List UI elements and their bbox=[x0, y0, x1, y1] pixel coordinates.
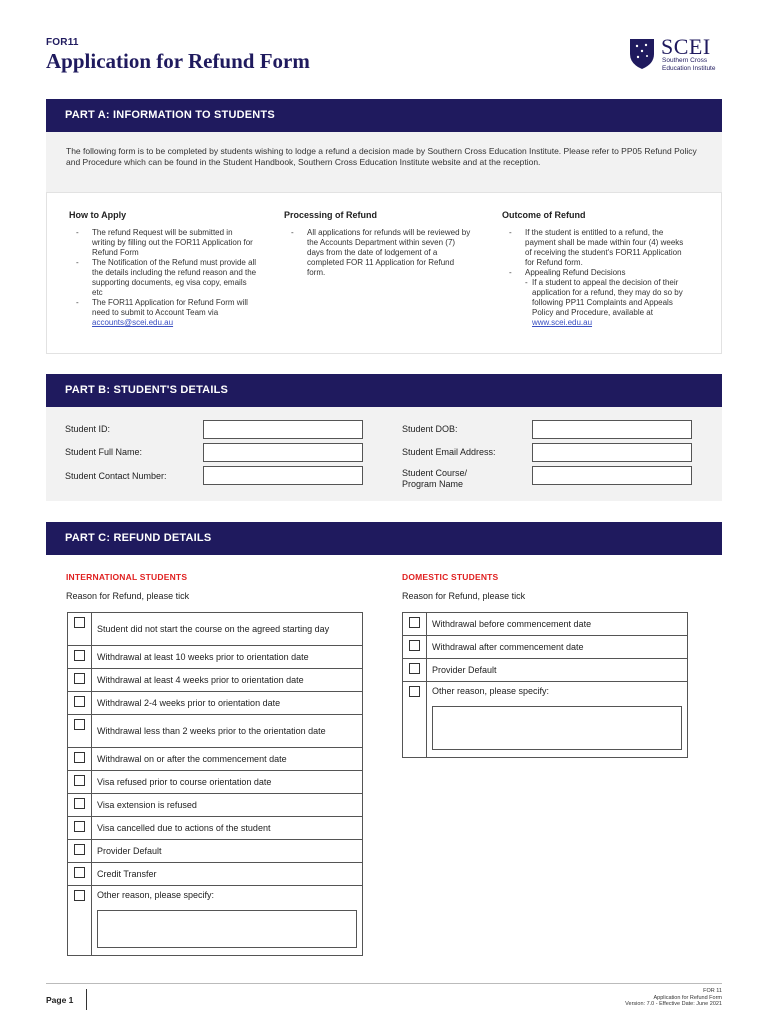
table-row bbox=[68, 863, 363, 886]
table-row bbox=[403, 636, 688, 659]
other-reason-field[interactable] bbox=[432, 706, 682, 750]
checkbox[interactable] bbox=[74, 696, 85, 707]
table-row bbox=[68, 886, 363, 956]
option-label: Withdrawal 2-4 weeks prior to orientation date bbox=[92, 692, 363, 715]
outcome-column bbox=[502, 210, 702, 328]
part-a-header: PART A: INFORMATION TO STUDENTS bbox=[46, 99, 722, 132]
list-sub-item bbox=[502, 278, 702, 328]
option-label: Withdrawal less than 2 weeks prior to the orientation date bbox=[92, 715, 363, 748]
option-label: Withdrawal before commencement date bbox=[427, 613, 688, 636]
table-row bbox=[68, 715, 363, 748]
shield-icon bbox=[628, 36, 656, 70]
international-heading: INTERNATIONAL STUDENTS bbox=[66, 572, 188, 582]
list-item-text: If a student to appeal the decision of their application for a refund, they may do so by following PP11 Complaints and Appeals Policy and Procedure, available at bbox=[532, 278, 683, 317]
option-label: Visa extension is refused bbox=[92, 794, 363, 817]
option-label: Credit Transfer bbox=[92, 863, 363, 886]
checkbox[interactable] bbox=[74, 775, 85, 786]
part-a-intro: The following form is to be completed by students wishing to lodge a refund a decision made by Southern Cross Education Institute. Please refer to PP05 Refund Policy and Procedure which can be found in the Student Handbook, Southern Cross Education Institute website and at the reception. bbox=[66, 146, 697, 167]
checkbox[interactable] bbox=[74, 821, 85, 832]
scei-logo bbox=[628, 34, 728, 72]
student-id-field[interactable] bbox=[203, 420, 363, 439]
option-label: Visa refused prior to course orientation date bbox=[92, 771, 363, 794]
table-row bbox=[403, 613, 688, 636]
checkbox[interactable] bbox=[74, 719, 85, 730]
footer-version: Version: 7.0 - Effective Date: June 2021 bbox=[625, 1001, 722, 1007]
option-label: Student did not start the course on the agreed starting day bbox=[92, 613, 363, 646]
option-label: Withdrawal at least 4 weeks prior to orientation date bbox=[92, 669, 363, 692]
option-label: Withdrawal at least 10 weeks prior to orientation date bbox=[92, 646, 363, 669]
table-row bbox=[68, 646, 363, 669]
course-label-line2: Program Name bbox=[402, 479, 464, 489]
table-row bbox=[68, 771, 363, 794]
part-b-header: PART B: STUDENT'S DETAILS bbox=[46, 374, 722, 407]
list-item: - Appealing Refund Decisions bbox=[502, 268, 702, 278]
footer-form-name: Application for Refund Form bbox=[653, 994, 722, 1001]
full-name-label: Student Full Name: bbox=[65, 447, 143, 457]
checkbox[interactable] bbox=[409, 640, 420, 651]
option-label: Provider Default bbox=[427, 659, 688, 682]
list-item-text: The FOR11 Application for Refund Form will need to submit to Account Team via bbox=[92, 298, 248, 317]
outcome-heading: Outcome of Refund bbox=[502, 210, 586, 220]
page-title: Application for Refund Form bbox=[46, 49, 310, 73]
checkbox[interactable] bbox=[409, 617, 420, 628]
website-link[interactable]: www.scei.edu.au bbox=[532, 318, 593, 327]
international-options-table bbox=[67, 612, 363, 956]
list-item bbox=[69, 298, 269, 328]
domestic-reason-prompt: Reason for Refund, please tick bbox=[402, 591, 526, 601]
domestic-options-table bbox=[402, 612, 688, 758]
list-item: - If the student is entitled to a refund, the payment shall be made within four (4) weeks of receiving the student's FOR11 Application for Refund form. bbox=[502, 228, 702, 268]
how-to-apply-column bbox=[69, 210, 269, 328]
logo-subtitle-line2: Education Institute bbox=[662, 64, 716, 72]
page-number: Page 1 bbox=[46, 995, 74, 1005]
contact-field[interactable] bbox=[203, 466, 363, 485]
other-option bbox=[427, 682, 688, 758]
part-c-header: PART C: REFUND DETAILS bbox=[46, 522, 722, 555]
course-label bbox=[402, 468, 467, 490]
student-id-label: Student ID: bbox=[65, 424, 111, 434]
list-item: - The refund Request will be submitted in writing by filling out the FOR11 Application for Refund Form bbox=[69, 228, 269, 258]
other-reason-field[interactable] bbox=[97, 910, 357, 948]
email-field[interactable] bbox=[532, 443, 692, 462]
table-row bbox=[403, 659, 688, 682]
full-name-field[interactable] bbox=[203, 443, 363, 462]
option-label: Visa cancelled due to actions of the student bbox=[92, 817, 363, 840]
other-label: Other reason, please specify: bbox=[432, 686, 550, 696]
document-code: FOR11 bbox=[46, 37, 79, 48]
option-label: Provider Default bbox=[92, 840, 363, 863]
table-row bbox=[403, 682, 688, 758]
table-row bbox=[68, 817, 363, 840]
table-row bbox=[68, 840, 363, 863]
footer-meta bbox=[625, 988, 722, 1008]
option-label: Withdrawal after commencement date bbox=[427, 636, 688, 659]
dob-field[interactable] bbox=[532, 420, 692, 439]
checkbox[interactable] bbox=[74, 798, 85, 809]
processing-heading: Processing of Refund bbox=[284, 210, 378, 220]
how-to-apply-heading: How to Apply bbox=[69, 210, 127, 220]
other-option bbox=[92, 886, 363, 956]
checkbox[interactable] bbox=[74, 673, 85, 684]
checkbox[interactable] bbox=[74, 752, 85, 763]
checkbox[interactable] bbox=[409, 686, 420, 697]
dob-label: Student DOB: bbox=[402, 424, 458, 434]
table-row bbox=[68, 748, 363, 771]
table-row bbox=[68, 669, 363, 692]
checkbox[interactable] bbox=[74, 867, 85, 878]
other-label: Other reason, please specify: bbox=[97, 890, 215, 900]
processing-column bbox=[284, 210, 484, 278]
table-row bbox=[68, 692, 363, 715]
list-item: - The Notification of the Refund must provide all the details including the refund reason and the supporting documents, eg visa copy, emails etc bbox=[69, 258, 269, 298]
contact-label: Student Contact Number: bbox=[65, 471, 167, 481]
course-label-line1: Student Course/ bbox=[402, 468, 468, 478]
domestic-heading: DOMESTIC STUDENTS bbox=[402, 572, 499, 582]
international-reason-prompt: Reason for Refund, please tick bbox=[66, 591, 190, 601]
list-item: - All applications for refunds will be reviewed by the Accounts Department within seven (7) days from the date of lodgement of a completed FOR 11 Application for Refund form. bbox=[284, 228, 484, 278]
option-label: Withdrawal on or after the commencement date bbox=[92, 748, 363, 771]
table-row bbox=[68, 794, 363, 817]
logo-subtitle bbox=[662, 57, 715, 72]
email-label: Student Email Address: bbox=[402, 447, 496, 457]
footer-divider bbox=[46, 983, 722, 984]
logo-brand: SCEI bbox=[661, 34, 711, 59]
footer-code: FOR 11 bbox=[703, 988, 722, 994]
part-a-columns bbox=[46, 192, 722, 354]
checkbox[interactable] bbox=[74, 890, 85, 901]
checkbox[interactable] bbox=[74, 650, 85, 661]
page-number-divider bbox=[86, 989, 87, 1010]
logo-subtitle-line1: Southern Cross bbox=[662, 57, 708, 64]
course-field[interactable] bbox=[532, 466, 692, 485]
table-row bbox=[68, 613, 363, 646]
checkbox[interactable] bbox=[409, 663, 420, 674]
accounts-email-link[interactable]: accounts@scei.edu.au bbox=[92, 318, 174, 327]
checkbox[interactable] bbox=[74, 844, 85, 855]
checkbox[interactable] bbox=[74, 617, 85, 628]
